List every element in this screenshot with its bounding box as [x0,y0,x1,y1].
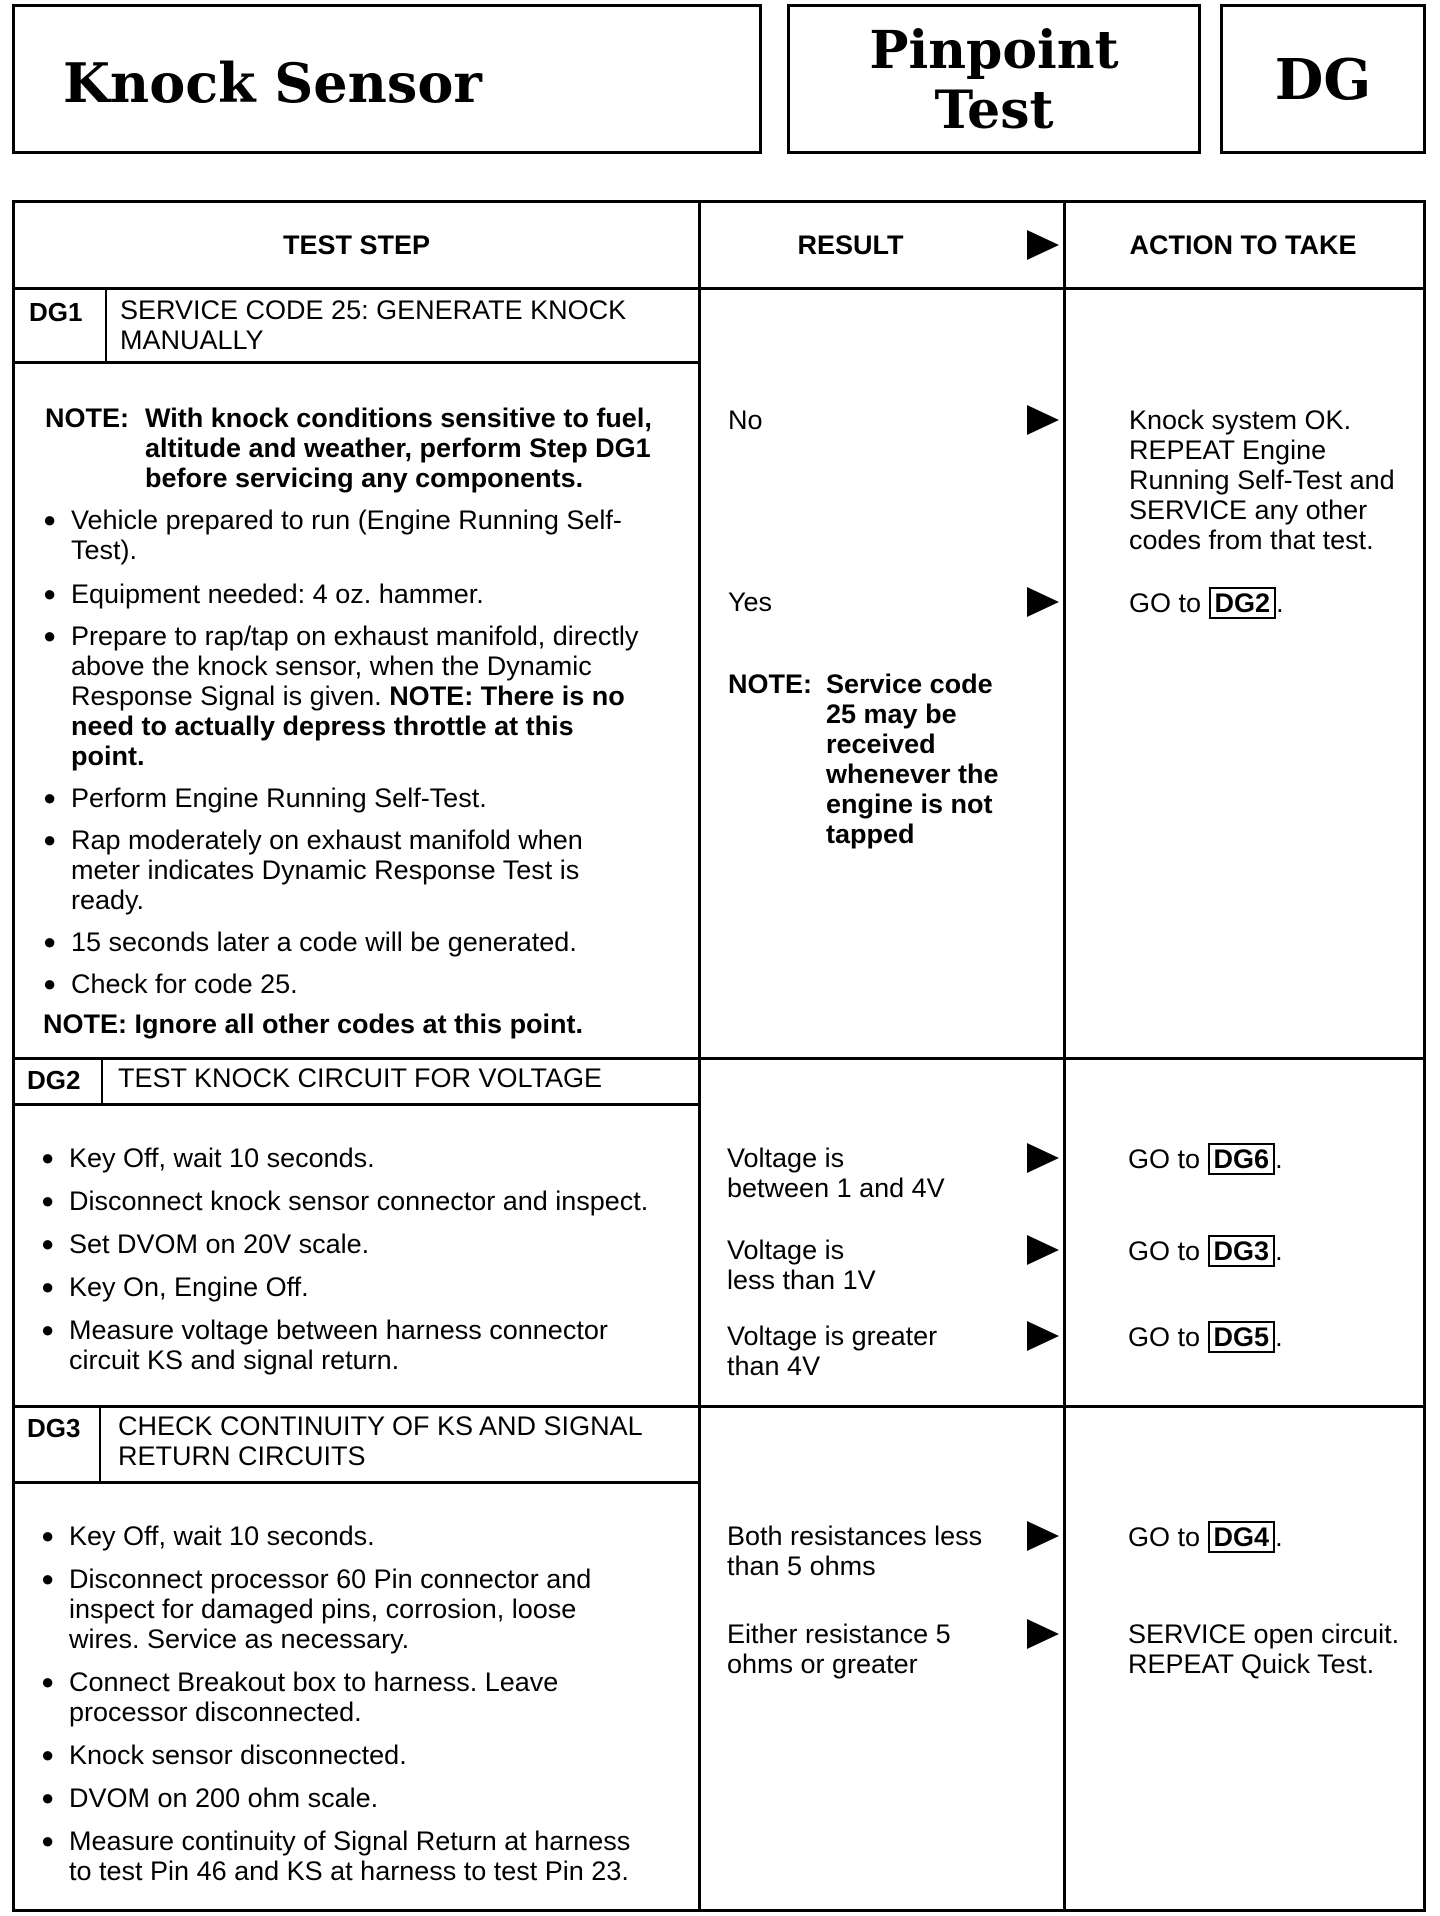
item-line: to test Pin 46 and KS at harness to test Pin 23. [69,1856,629,1886]
goto-text: GO to [1128,1322,1201,1352]
result-line: ohms or greater [727,1649,918,1679]
dg1-result-no: No [728,405,763,435]
item-line: point. [71,741,145,771]
pinpoint-line2: Test [934,80,1054,141]
dg3-result-1 [727,1521,982,1581]
note-label: NOTE: [45,403,129,433]
item-line: ● Key Off, wait 10 seconds. [69,1521,375,1551]
item-line: ● Key On, Engine Off. [69,1272,309,1302]
list-item [39,1521,699,1551]
note-line: altitude and weather, perform Step DG1 [145,433,651,463]
item-line: ● Connect Breakout box to harness. Leave [69,1667,559,1697]
item-line: inspect for damaged pins, corrosion, loose [69,1594,577,1624]
item-line: ● Key Off, wait 10 seconds. [69,1143,375,1173]
item-line: ● 15 seconds later a code will be generated. [71,927,577,957]
item-line: ● Measure continuity of Signal Return at harness [69,1826,631,1856]
arrow-icon [1027,1521,1059,1551]
note-line: received [826,729,936,759]
action-line: Running Self-Test and [1129,465,1395,495]
item-line: ready. [71,885,145,915]
note-line: Service code [826,669,993,699]
dg2-result-3 [727,1321,937,1381]
item-line: need to actually depress throttle at this [71,711,574,741]
item-line: Test). [71,535,138,565]
action-line: SERVICE any other [1129,495,1368,525]
note-body [826,669,999,849]
item-line [71,681,691,711]
goto-text: GO to [1128,1236,1201,1266]
step-ref-dg4[interactable]: DG4 [1208,1521,1276,1553]
arrow-icon [1027,1235,1059,1265]
list-item [41,579,691,609]
list-item [39,1783,699,1813]
goto-text: GO to [1128,1522,1201,1552]
note-line: engine is not [826,789,993,819]
list-item [39,1229,699,1259]
step-title-dg3 [118,1411,643,1471]
list-item [41,927,691,957]
list-item [39,1826,699,1886]
list-item [41,505,691,565]
pinpoint-line1: Pinpoint [869,20,1119,81]
list-item [41,621,691,771]
item-line: circuit KS and signal return. [69,1345,400,1375]
dg2-steps-list [39,1143,699,1388]
dg3-action-2 [1128,1619,1399,1679]
note-body [145,403,652,493]
step-label-divider [101,1057,103,1105]
dg1-action-no [1129,405,1395,555]
list-item [41,969,691,999]
list-item [39,1186,699,1216]
step-ref-dg2[interactable]: DG2 [1209,587,1277,619]
item-text: Response Signal is given. [71,681,390,711]
dg2-action-2: GO to DG3 . [1128,1236,1283,1266]
result-line: Voltage is [727,1143,845,1173]
test-table [12,200,1426,1912]
note-dg1-result [728,669,1058,859]
item-line: meter indicates Dynamic Response Test is [71,855,580,885]
item-note: NOTE: There is no [389,681,625,711]
dg2-action-3: GO to DG5 . [1128,1322,1283,1352]
arrow-icon [1027,405,1059,435]
action-line: codes from that test. [1129,525,1374,555]
step-title-underline [15,1481,698,1484]
result-line: Both resistances less [727,1521,983,1551]
item-line: ● Vehicle prepared to run (Engine Running Self- [71,505,622,535]
result-line: Voltage is [727,1235,845,1265]
result-line: less than 1V [727,1265,876,1295]
step-title-underline [15,361,698,364]
dg3-result-2 [727,1619,951,1679]
step-ref-dg6[interactable]: DG6 [1208,1143,1276,1175]
dg1-result-yes: Yes [728,587,773,617]
result-line: than 5 ohms [727,1551,876,1581]
goto-text: GO to [1128,1144,1201,1174]
pinpoint-label [790,21,1198,141]
col-header-test-step: TEST STEP [282,230,431,260]
list-item [39,1667,699,1727]
note-line: whenever the [826,759,999,789]
item-line: wires. Service as necessary. [69,1624,410,1654]
col-divider-2 [1063,203,1066,1909]
step-label-dg3: DG3 [27,1413,81,1443]
dg2-result-1 [727,1143,945,1203]
header-row-line [15,287,1423,290]
col-header-result: RESULT [797,230,904,260]
dg3-action-1: GO to DG4 . [1128,1522,1283,1552]
item-line: ● Prepare to rap/tap on exhaust manifold, directly [71,621,639,651]
action-line: REPEAT Engine [1129,435,1327,465]
result-line: Voltage is greater [727,1321,938,1351]
note-line: tapped [826,819,915,849]
step-ref-dg3[interactable]: DG3 [1208,1235,1276,1267]
result-line: between 1 and 4V [727,1173,945,1203]
action-line: REPEAT Quick Test. [1128,1649,1375,1679]
goto-text: GO to [1129,588,1202,618]
step-title-line: CHECK CONTINUITY OF KS AND SIGNAL [118,1411,643,1441]
action-line: SERVICE open circuit. [1128,1619,1400,1649]
item-line: ● Knock sensor disconnected. [69,1740,407,1770]
arrow-icon [1027,1321,1059,1351]
title-box [12,4,762,154]
arrow-icon [1027,587,1059,617]
col-header-action: ACTION TO TAKE [1129,230,1357,260]
pinpoint-box [787,4,1201,154]
row-divider [15,1057,1423,1060]
item-line: ● Disconnect processor 60 Pin connector and [69,1564,592,1594]
item-line: above the knock sensor, when the Dynamic [71,651,592,681]
dg1-steps-list [41,505,691,1012]
item-line: ● Measure voltage between harness connector [69,1315,608,1345]
step-title-line: MANUALLY [120,325,264,355]
arrow-icon [1027,1143,1059,1173]
step-title-underline [15,1103,698,1106]
action-line: Knock system OK. [1129,405,1352,435]
step-label-divider [105,287,107,361]
row-divider [15,1405,1423,1408]
step-label-dg2: DG2 [27,1065,81,1095]
step-ref-dg5[interactable]: DG5 [1208,1321,1276,1353]
list-item [39,1740,699,1770]
item-line: ● Set DVOM on 20V scale. [69,1229,370,1259]
step-label-divider [99,1405,101,1483]
dg2-action-1: GO to DG6 . [1128,1144,1283,1174]
step-title-line: SERVICE CODE 25: GENERATE KNOCK [120,295,627,325]
step-label-dg1: DG1 [29,297,83,327]
note-label: NOTE: [728,669,812,699]
item-line: ● Equipment needed: 4 oz. hammer. [71,579,484,609]
dg1-action-yes: GO to DG2 . [1129,588,1284,618]
note-dg1 [45,403,695,493]
dg2-result-2 [727,1235,876,1295]
note-line: With knock conditions sensitive to fuel, [145,403,652,433]
page-title: Knock Sensor [63,51,482,115]
arrow-icon [1027,1619,1059,1649]
list-item [39,1272,699,1302]
code-box [1220,4,1426,154]
list-item [39,1564,699,1654]
item-line: ● DVOM on 200 ohm scale. [69,1783,379,1813]
note-line: 25 may be [826,699,957,729]
item-line: ● Perform Engine Running Self-Test. [71,783,487,813]
result-arrow-icon [1027,230,1059,260]
note-line: before servicing any components. [145,463,584,493]
step-title-dg2: TEST KNOCK CIRCUIT FOR VOLTAGE [118,1063,603,1093]
item-line: ● Check for code 25. [71,969,298,999]
dg3-steps-list [39,1521,699,1899]
result-line: Either resistance 5 [727,1619,951,1649]
item-line: ● Rap moderately on exhaust manifold when [71,825,583,855]
result-line: than 4V [727,1351,821,1381]
note-dg1-ignore: NOTE: Ignore all other codes at this point. [43,1009,584,1039]
step-title-dg1 [120,295,626,355]
step-title-line: RETURN CIRCUITS [118,1441,366,1471]
list-item [39,1315,699,1375]
list-item [41,783,691,813]
list-item [39,1143,699,1173]
item-line: ● Disconnect knock sensor connector and inspect. [69,1186,649,1216]
item-line: processor disconnected. [69,1697,362,1727]
list-item [41,825,691,915]
test-code: DG [1274,47,1372,113]
